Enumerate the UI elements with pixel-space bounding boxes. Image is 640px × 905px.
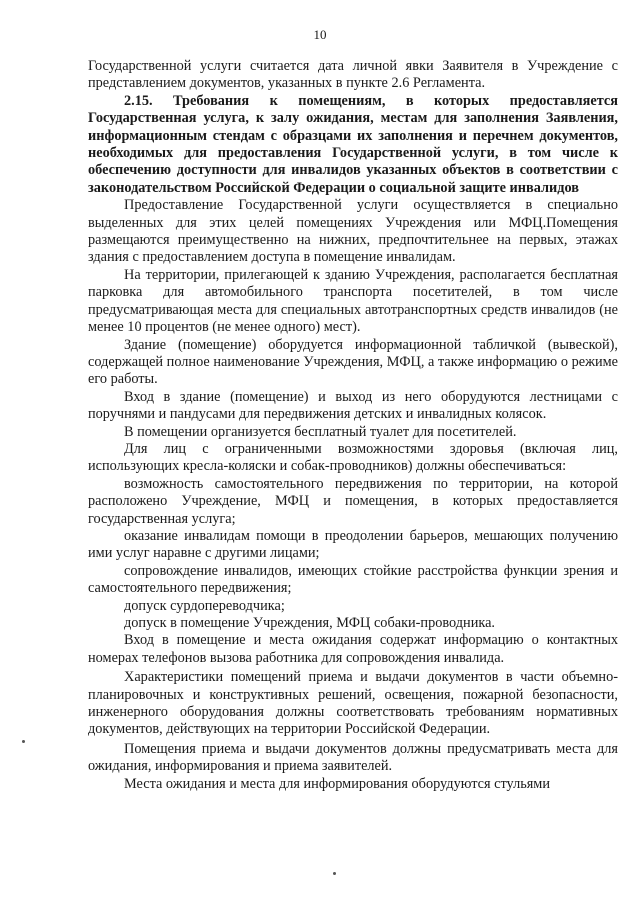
paragraph-characteristics: Характеристики помещений приема и выдачи документов в части объемно-планировочных и конструктивных решений, освещения, пожарной безопасности, инженерного оборудования должны соответствовать требованиям нормативных документов, действующих на территории Российской Федерации. (88, 669, 618, 738)
paragraph-chairs: Места ожидания и места для информирования оборудуются стульями (124, 775, 550, 792)
paragraph-signboard: Здание (помещение) оборудуется информационной табличкой (вывеской), содержащей полное наименование Учреждения, МФЦ, а также информацию о режиме его работы. (88, 336, 618, 388)
paragraph-premises: Предоставление Государственной услуги осуществляется в специально выделенных для этих целей помещениях Учреждения или МФЦ.Помещения размещаются преимущественно на нижних, предпочтительнее на первых, этажах здания с предоставлением доступа в помещение инвалидам. (88, 197, 618, 266)
scan-mark (333, 872, 336, 875)
section-heading-2-15: 2.15. Требования к помещениям, в которых предоставляется Государственная услуга, к залу ожидания, местам для заполнения Заявления, информационным стендам с образцами их заполнения и перечнем документов, необходимых для предоставления Государственной услуги, в том числе к обеспечению доступности для инвалидов указанных объектов в соответствии с законодательством Российской Федерации о социальной защите инвалидов (88, 92, 618, 196)
paragraph-accessibility-intro: Для лиц с ограниченными возможностями здоровья (включая лиц, использующих кресла-коляски и собак-проводников) должны обеспечиваться: (88, 440, 618, 475)
page-number: 10 (313, 27, 327, 42)
list-item-sign-interpreter: допуск сурдопереводчика; (124, 597, 285, 614)
list-item-movement: возможность самостоятельного передвижения по территории, на которой расположено Учреждение, МФЦ и помещения, в которых предоставляется государственная услуга; (88, 475, 618, 527)
list-item-guide-dog: допуск в помещение Учреждения, МФЦ собаки-проводника. (124, 615, 495, 631)
paragraph-contact-info: Вход в помещение и места ожидания содержат информацию о контактных номерах телефонов вызова работника для сопровождения инвалида. (88, 632, 618, 666)
list-item-barriers: оказание инвалидам помощи в преодолении барьеров, мешающих получению ими услуг наравне с другими лицами; (88, 527, 618, 562)
paragraph-waiting-areas: Помещения приема и выдачи документов должны предусматривать места для ожидания, информирования и приема заявителей. (88, 740, 618, 775)
paragraph-entrance: Вход в здание (помещение) и выход из него оборудуются лестницами с поручнями и пандусами для передвижения детских и инвалидных колясок. (88, 388, 618, 423)
paragraph-toilet: В помещении организуется бесплатный туалет для посетителей. (124, 423, 517, 440)
scan-mark (22, 740, 25, 743)
paragraph-continuation: Государственной услуги считается дата личной явки Заявителя в Учреждение с представлением документов, указанных в пункте 2.6 Регламента. (88, 58, 618, 92)
paragraph-parking: На территории, прилегающей к зданию Учреждения, располагается бесплатная парковка для автомобильного транспорта посетителей, в том числе предусматривающая места для специальных автотранспортных средств инвалидов (не менее 10 процентов (не менее одного) мест). (88, 266, 618, 336)
page-body (88, 58, 618, 793)
list-item-escort: сопровождение инвалидов, имеющих стойкие расстройства функции зрения и самостоятельного передвижения; (88, 562, 618, 597)
